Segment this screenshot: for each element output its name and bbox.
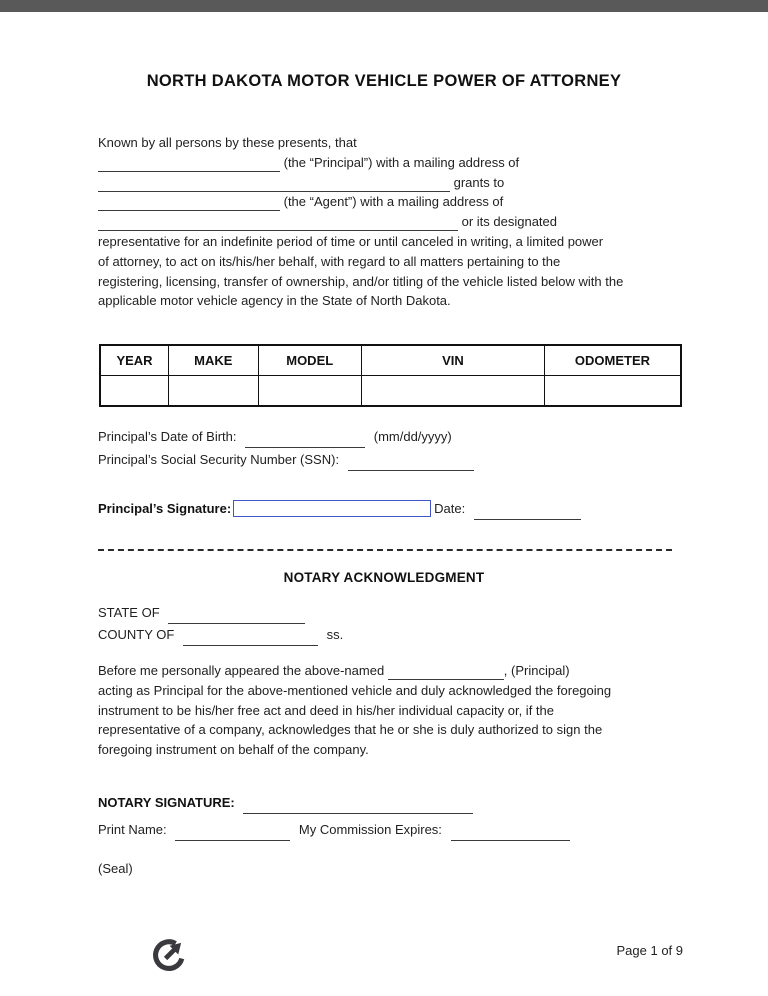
text-run: or its designated xyxy=(458,214,558,230)
text-run: instrument to be his/her free act and deed in his/her individual capacity or, if the xyxy=(98,702,554,718)
state-label: STATE OF xyxy=(98,605,160,620)
table-cell xyxy=(544,376,681,407)
form-line xyxy=(98,720,683,740)
form-line xyxy=(98,291,683,311)
text-run: representative for an indefinite period of time or until canceled in writing, a limited power xyxy=(98,233,604,249)
county-blank-line xyxy=(183,630,318,646)
table-header-cell: MAKE xyxy=(169,345,258,376)
date-blank-line xyxy=(474,504,581,520)
principal-signature-label: Principal’s Signature: xyxy=(98,501,232,516)
table-header-cell: YEAR xyxy=(100,345,169,376)
form-line xyxy=(98,232,683,252)
print-name-row xyxy=(98,822,570,841)
ssn-row xyxy=(98,452,474,471)
commission-blank-line xyxy=(451,825,570,841)
state-blank-line xyxy=(168,608,305,624)
text-run: acting as Principal for the above-mentioned vehicle and duly acknowledged the foregoing xyxy=(98,682,612,698)
seal-label: (Seal) xyxy=(98,861,133,876)
form-line xyxy=(98,681,683,701)
form-line xyxy=(98,252,683,272)
table-header-cell: VIN xyxy=(361,345,544,376)
dob-format-hint: (mm/dd/yyyy) xyxy=(373,429,452,444)
table-cell xyxy=(100,376,169,407)
text-run: applicable motor vehicle agency in the State of North Dakota. xyxy=(98,293,451,309)
text-run: (the “Principal”) with a mailing address of xyxy=(280,154,520,170)
refresh-arrow-icon[interactable] xyxy=(150,934,190,974)
form-line xyxy=(98,760,683,780)
dob-label: Principal’s Date of Birth: xyxy=(98,429,237,444)
commission-label: My Commission Expires: xyxy=(298,822,442,837)
table-header-cell: ODOMETER xyxy=(544,345,681,376)
vehicle-table-body xyxy=(100,376,681,407)
blank-line xyxy=(388,664,504,680)
text-run: Known by all persons by these presents, that xyxy=(98,135,357,150)
intro-paragraph xyxy=(98,133,683,311)
table-cell xyxy=(361,376,544,407)
table-cell xyxy=(258,376,361,407)
dob-row xyxy=(98,429,452,448)
form-line xyxy=(98,192,683,212)
table-header-cell: MODEL xyxy=(258,345,361,376)
page-indicator: Page 1 of 9 xyxy=(616,943,683,958)
text-run: grants to xyxy=(450,174,505,190)
table-cell xyxy=(169,376,258,407)
text-run: of attorney, to act on its/his/her behalf, with regard to all matters pertaining to the xyxy=(98,253,561,269)
top-band xyxy=(0,0,768,12)
notary-heading: NOTARY ACKNOWLEDGMENT xyxy=(283,570,485,585)
blank-line xyxy=(98,215,458,231)
notary-paragraph xyxy=(98,661,683,780)
principal-signature-row xyxy=(98,500,581,520)
county-label: COUNTY OF xyxy=(98,627,175,642)
vehicle-table-head xyxy=(100,345,681,376)
form-line xyxy=(98,740,683,760)
text-run: representative of a company, acknowledges that he or she is duly authorized to sign the xyxy=(98,722,603,738)
print-name-blank-line xyxy=(175,825,290,841)
notary-signature-label: NOTARY SIGNATURE: xyxy=(98,795,235,810)
form-line xyxy=(98,272,683,292)
form-line xyxy=(98,153,683,173)
text-run: Before me personally appeared the above-named xyxy=(98,663,388,678)
ssn-blank-line xyxy=(348,455,474,471)
seal-row xyxy=(98,861,133,876)
notary-signature-row xyxy=(98,795,473,814)
form-line xyxy=(98,212,683,232)
text-run: registering, licensing, transfer of ownership, and/or titling of the vehicle listed below with the xyxy=(98,273,624,289)
ss-suffix: ss. xyxy=(326,627,344,642)
principal-signature-field[interactable] xyxy=(233,500,431,517)
text-run: foregoing instrument on behalf of the company. xyxy=(98,742,369,758)
print-name-label: Print Name: xyxy=(98,822,167,837)
date-label: Date: xyxy=(434,501,466,516)
section-divider-dashed xyxy=(98,549,672,551)
county-row xyxy=(98,627,343,646)
form-line xyxy=(98,133,683,153)
blank-line xyxy=(98,195,280,211)
text-run: (the “Agent”) with a mailing address of xyxy=(280,194,504,210)
blank-line xyxy=(98,176,450,192)
form-line xyxy=(98,173,683,193)
dob-blank-line xyxy=(245,432,365,448)
notary-signature-blank-line xyxy=(243,798,473,814)
text-run: , (Principal) xyxy=(503,663,570,678)
form-line xyxy=(98,661,683,681)
document-title: NORTH DAKOTA MOTOR VEHICLE POWER OF ATTORNEY xyxy=(146,72,622,90)
ssn-label: Principal’s Social Security Number (SSN): xyxy=(98,452,340,467)
blank-line xyxy=(98,156,280,172)
table-row xyxy=(100,376,681,407)
state-row xyxy=(98,605,305,624)
vehicle-table xyxy=(99,344,682,407)
form-line xyxy=(98,701,683,721)
